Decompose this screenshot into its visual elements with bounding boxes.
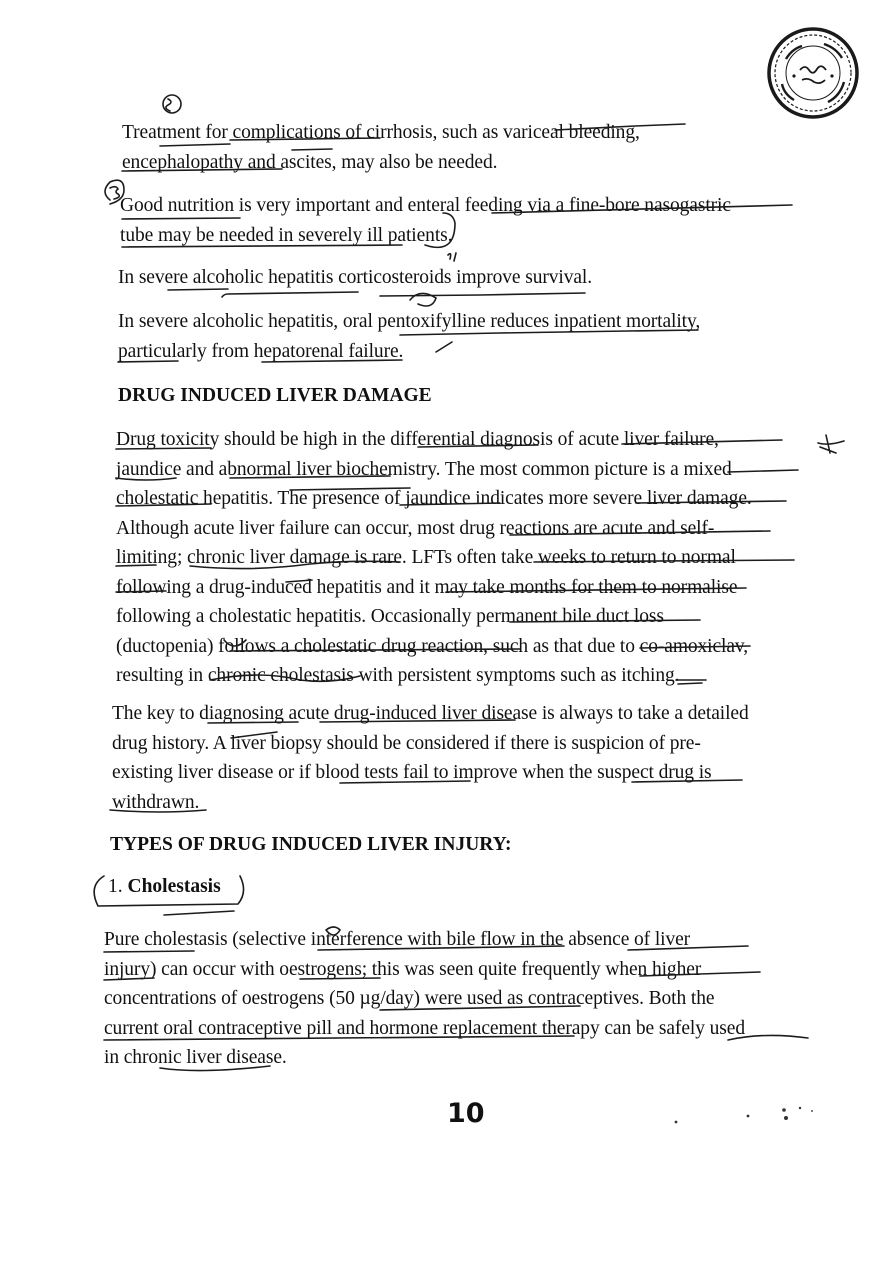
text-line: following a cholestatic hepatitis. Occasionally permanent bile duct loss [116, 606, 664, 627]
text-line: Good nutrition is very important and enteral feeding via a fine-bore nasogastric [120, 195, 731, 216]
text-line: jaundice and abnormal liver biochemistry. The most common picture is a mixed [116, 458, 732, 480]
text-line: Although acute liver failure can occur, most drug reactions are acute and self- [116, 517, 715, 539]
text-line: The key to diagnosing acute drug-induced liver disease is always to take a detailed [112, 703, 749, 724]
text-line: In severe alcoholic hepatitis, oral pentoxifylline reduces inpatient mortality, [118, 311, 701, 332]
text-line: in chronic liver disease. [104, 1047, 287, 1068]
text-line: particularly from hepatorenal failure. [118, 340, 404, 362]
text-line: Pure cholestasis (selective interference with bile flow in the absence of liver [104, 929, 691, 950]
text-line: encephalopathy and ascites, may also be needed. [122, 151, 498, 173]
text-line: withdrawn. [112, 791, 200, 813]
text-line: (ductopenia) follows a cholestatic drug reaction, such as that due to co-amoxiclav, [116, 635, 749, 657]
text-line: current oral contraceptive pill and hormone replacement therapy can be safely used [104, 1017, 745, 1039]
subsection-number: 1. [108, 876, 123, 897]
text-line: following a drug-induced hepatitis and it may take months for them to normalise [116, 576, 738, 598]
page-number: 10 [447, 1098, 485, 1129]
text-line: drug history. A liver biopsy should be considered if there is suspicion of pre- [112, 732, 701, 754]
text-line: cholestatic hepatitis. The presence of jaundice indicates more severe liver damage. [116, 488, 752, 509]
text-line: In severe alcoholic hepatitis corticosteroids improve survival. [118, 267, 593, 288]
text-line: Drug toxicity should be high in the differential diagnosis of acute liver failure, [116, 429, 719, 450]
subsection-title: Cholestasis [127, 876, 221, 897]
section-heading-drug-induced: DRUG INDUCED LIVER DAMAGE [118, 385, 432, 406]
text-line: tube may be needed in severely ill patients. [120, 224, 453, 246]
text-line: Treatment for complications of cirrhosis, such as variceal bleeding, [122, 122, 640, 143]
text-line: limiting; chronic liver damage is rare. LFTs often take weeks to return to normal [116, 547, 736, 568]
section-heading-types: TYPES OF DRUG INDUCED LIVER INJURY: [110, 834, 512, 855]
text-line: resulting in chronic cholestasis with persistent symptoms such as itching. [116, 665, 680, 686]
text-line: injury) can occur with oestrogens; this was seen quite frequently when higher [104, 958, 702, 980]
text-line: concentrations of oestrogens (50 µg/day) were used as contraceptives. Both the [104, 988, 715, 1009]
text-line: existing liver disease or if blood tests fail to improve when the suspect drug is [112, 762, 712, 783]
